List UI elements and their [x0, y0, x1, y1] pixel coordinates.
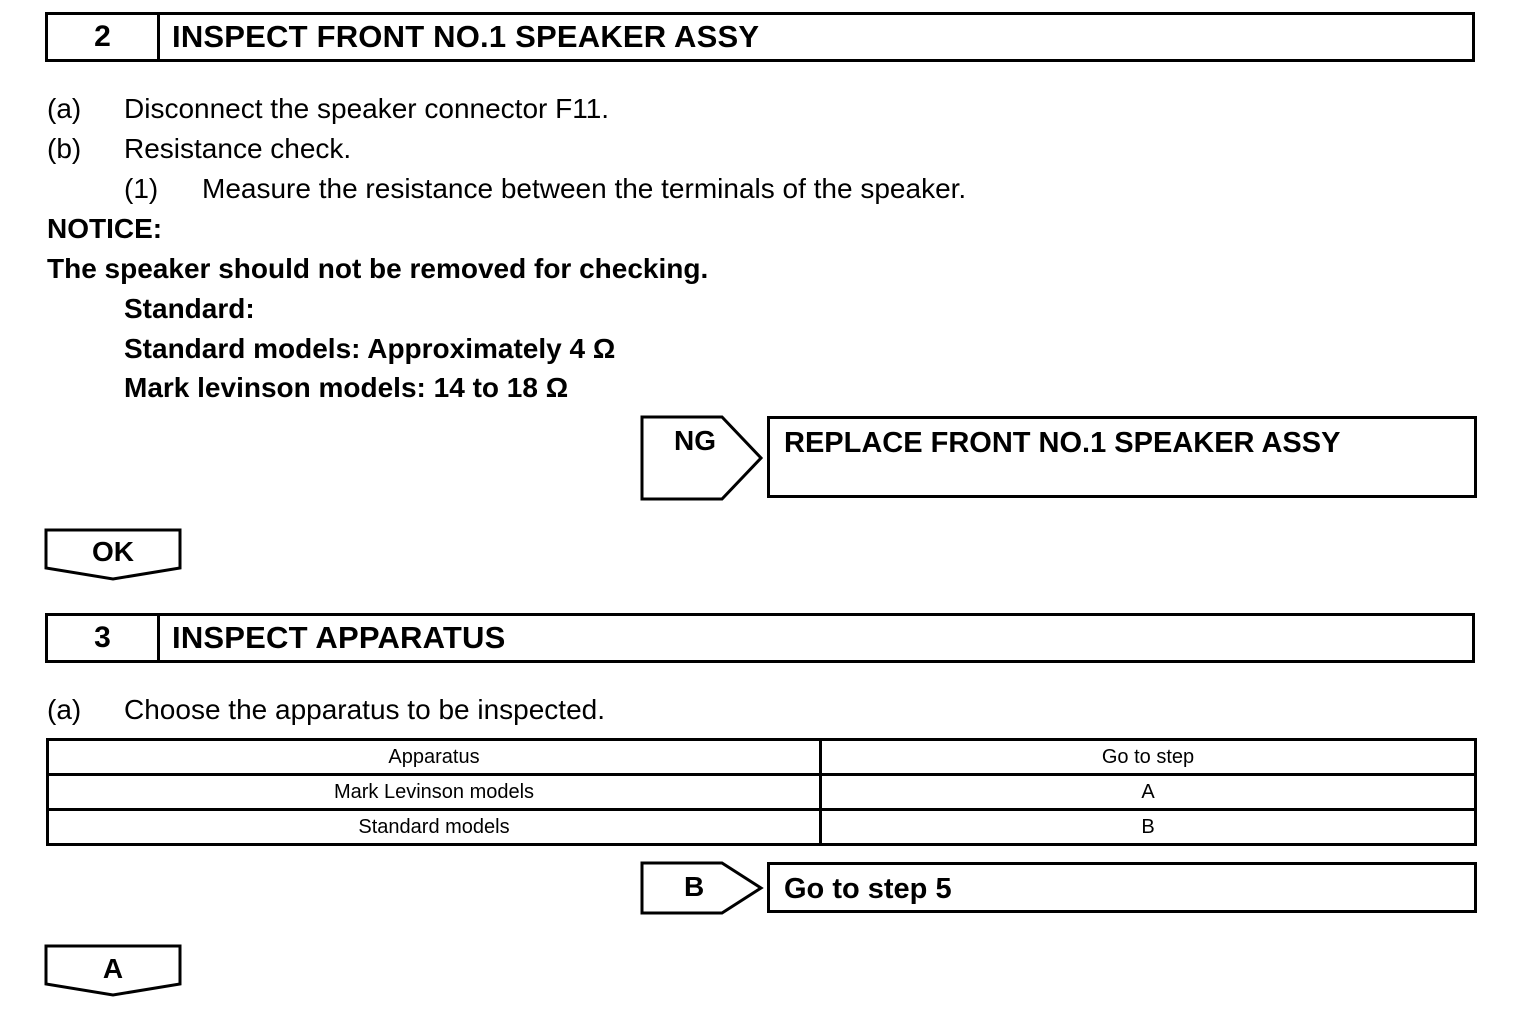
item-label: (1)	[124, 173, 159, 204]
table-header: Go to step	[821, 740, 1476, 775]
item-text: Resistance check.	[124, 133, 352, 164]
step-number: 2	[48, 15, 160, 59]
item-text: Choose the apparatus to be inspected.	[124, 694, 606, 725]
a-label: A	[102, 953, 124, 984]
table-cell: A	[821, 775, 1476, 810]
step-number: 3	[48, 616, 160, 660]
table-cell: B	[821, 810, 1476, 845]
item-text: Disconnect the speaker connector F11.	[124, 93, 610, 124]
step-3-header	[45, 613, 1475, 663]
b-result-box	[767, 862, 1477, 913]
item-label: (a)	[47, 694, 82, 725]
standard-heading: Standard:	[124, 293, 255, 324]
item-text: Measure the resistance between the terminals of the speaker.	[202, 173, 967, 204]
table-cell: Mark Levinson models	[48, 775, 821, 810]
table-row	[48, 775, 1476, 810]
step-title: INSPECT FRONT NO.1 SPEAKER ASSY	[172, 19, 760, 54]
instruction-subitem	[124, 172, 966, 206]
instruction-item	[47, 132, 351, 166]
standard-value-mark-levinson: Mark levinson models: 14 to 18 Ω	[124, 372, 569, 403]
ng-action-text: REPLACE FRONT NO.1 SPEAKER ASSY	[784, 427, 1341, 459]
step-2-header	[45, 12, 1475, 62]
notice-text: The speaker should not be removed for checking.	[47, 253, 709, 284]
ng-result-box	[767, 416, 1477, 498]
table-cell: Standard models	[48, 810, 821, 845]
table-row	[48, 810, 1476, 845]
b-label: B	[684, 871, 705, 902]
item-label: (b)	[47, 133, 82, 164]
table-header-row	[48, 740, 1476, 775]
table-header: Apparatus	[48, 740, 821, 775]
apparatus-table	[46, 738, 1477, 846]
instruction-item	[47, 92, 609, 126]
instruction-item	[47, 693, 605, 727]
ng-label: NG	[674, 425, 716, 456]
b-action-text: Go to step 5	[784, 873, 952, 905]
notice-heading: NOTICE:	[47, 213, 163, 244]
item-label: (a)	[47, 93, 82, 124]
standard-value-standard-models: Standard models: Approximately 4 Ω	[124, 333, 616, 364]
ok-label: OK	[92, 536, 134, 567]
step-title: INSPECT APPARATUS	[172, 620, 506, 655]
